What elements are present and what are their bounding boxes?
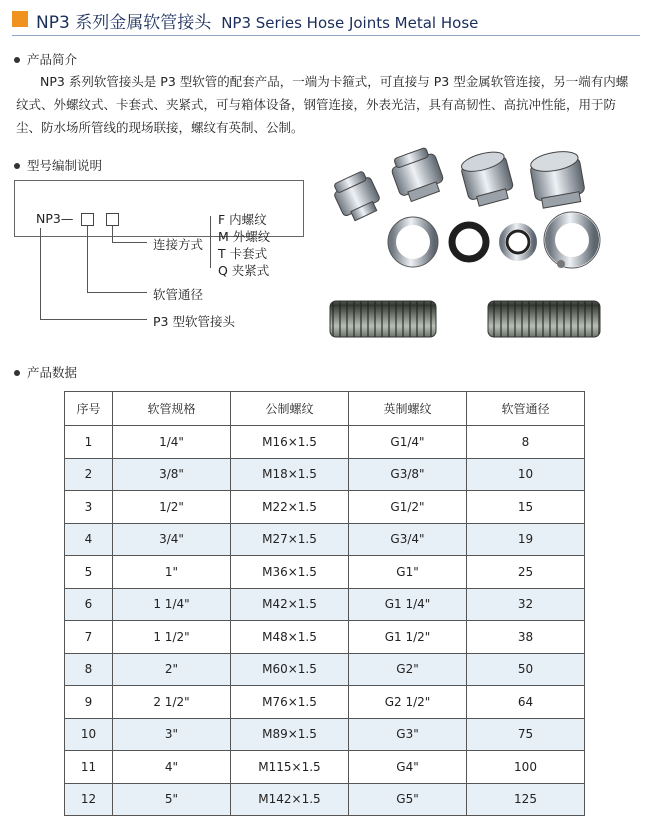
header-rule — [12, 35, 640, 36]
table-cell: M48×1.5 — [231, 621, 349, 654]
table-cell: 19 — [467, 523, 585, 556]
table-row — [65, 686, 585, 719]
table-cell: 2" — [113, 653, 231, 686]
connection-label: 连接方式 — [153, 237, 204, 252]
table-cell: G2 1/2" — [349, 686, 467, 719]
type-label: P3 型软管接头 — [153, 314, 235, 329]
table-body — [65, 426, 585, 816]
option-f: F 内螺纹 — [218, 212, 267, 227]
table-cell: G3/8" — [349, 458, 467, 491]
table-cell: G5" — [349, 783, 467, 816]
table-cell: 3" — [113, 718, 231, 751]
title-en: NP3 Series Hose Joints Metal Hose — [221, 14, 479, 32]
fitting-image — [388, 146, 447, 204]
table-row — [65, 523, 585, 556]
table-cell: G3/4" — [349, 523, 467, 556]
table-cell: 125 — [467, 783, 585, 816]
table-cell: 2 — [65, 458, 113, 491]
table-cell: 1 — [65, 426, 113, 459]
ring-image — [452, 225, 486, 259]
bullet-icon — [14, 163, 20, 169]
table-cell: G1/4" — [349, 426, 467, 459]
table-cell: G1" — [349, 556, 467, 589]
table-cell: 5 — [65, 556, 113, 589]
connector-line — [112, 226, 113, 242]
connector-line — [40, 319, 147, 320]
col-header-hose-bore: 软管通径 — [467, 392, 585, 426]
table-header-row — [65, 392, 585, 426]
page-title — [36, 8, 478, 33]
product-photos — [318, 146, 636, 346]
table-row — [65, 426, 585, 459]
table-cell: 3/4" — [113, 523, 231, 556]
bore-label: 软管通径 — [153, 287, 204, 302]
table-cell: M115×1.5 — [231, 751, 349, 784]
table-cell: G1/2" — [349, 491, 467, 524]
table-cell: M76×1.5 — [231, 686, 349, 719]
table-cell: 8 — [467, 426, 585, 459]
table-cell: 38 — [467, 621, 585, 654]
table-cell: M36×1.5 — [231, 556, 349, 589]
table-cell: 75 — [467, 718, 585, 751]
title-cn: NP3 系列金属软管接头 — [36, 13, 212, 33]
table-cell: 6 — [65, 588, 113, 621]
fitting-image — [528, 148, 586, 209]
table-cell: M22×1.5 — [231, 491, 349, 524]
table-row — [65, 458, 585, 491]
option-m: M 外螺纹 — [218, 229, 271, 244]
table-row — [65, 491, 585, 524]
table-cell: M42×1.5 — [231, 588, 349, 621]
table-cell: 64 — [467, 686, 585, 719]
model-heading — [14, 156, 102, 174]
intro-heading — [14, 50, 77, 68]
orange-square-icon — [12, 11, 28, 27]
connector-line — [87, 226, 88, 293]
table-cell: 3/8" — [113, 458, 231, 491]
table-cell: 3 — [65, 491, 113, 524]
table-cell: M18×1.5 — [231, 458, 349, 491]
table-row — [65, 653, 585, 686]
intro-heading-label: 产品简介 — [27, 52, 78, 67]
code-slot-bore — [81, 213, 94, 226]
table-cell: 11 — [65, 751, 113, 784]
table-cell: 1" — [113, 556, 231, 589]
col-header-metric-thread: 公制螺纹 — [231, 392, 349, 426]
table-cell: M60×1.5 — [231, 653, 349, 686]
ring-image — [544, 212, 600, 268]
connector-line — [112, 242, 147, 243]
table-cell: M89×1.5 — [231, 718, 349, 751]
hose-image — [330, 301, 436, 337]
code-slot-connection — [106, 213, 119, 226]
col-header-imperial-thread: 英制螺纹 — [349, 392, 467, 426]
connector-line — [40, 228, 41, 320]
table-row — [65, 588, 585, 621]
table-cell: 7 — [65, 621, 113, 654]
hose-image — [488, 301, 600, 337]
table-row — [65, 783, 585, 816]
option-t: T 卡套式 — [218, 246, 268, 261]
bullet-icon — [14, 57, 20, 63]
connector-line — [87, 292, 147, 293]
table-cell: 1/2" — [113, 491, 231, 524]
table-cell: G1 1/4" — [349, 588, 467, 621]
table-row — [65, 718, 585, 751]
table-cell: 1 1/2" — [113, 621, 231, 654]
table-cell: 12 — [65, 783, 113, 816]
col-header-index: 序号 — [65, 392, 113, 426]
table-cell: 5" — [113, 783, 231, 816]
col-header-hose-spec: 软管规格 — [113, 392, 231, 426]
model-heading-label: 型号编制说明 — [27, 158, 103, 173]
data-heading — [14, 363, 77, 381]
table-row — [65, 556, 585, 589]
table-cell: 50 — [467, 653, 585, 686]
option-q: Q 夹紧式 — [218, 263, 270, 278]
table-cell: 25 — [467, 556, 585, 589]
table-cell: 4 — [65, 523, 113, 556]
model-prefix: NP3— — [36, 211, 74, 226]
table-cell: G2" — [349, 653, 467, 686]
table-cell: 32 — [467, 588, 585, 621]
table-cell: G1 1/2" — [349, 621, 467, 654]
page-header — [12, 8, 640, 34]
data-heading-label: 产品数据 — [27, 365, 78, 380]
table-cell: 10 — [65, 718, 113, 751]
table-cell: 8 — [65, 653, 113, 686]
table-cell: 100 — [467, 751, 585, 784]
table-cell: G4" — [349, 751, 467, 784]
table-cell: M16×1.5 — [231, 426, 349, 459]
bullet-icon — [14, 370, 20, 376]
table-cell: 1/4" — [113, 426, 231, 459]
table-cell: M27×1.5 — [231, 523, 349, 556]
fitting-image — [459, 148, 516, 208]
fitting-image — [330, 169, 384, 224]
table-row — [65, 621, 585, 654]
table-cell: 9 — [65, 686, 113, 719]
table-cell: 4" — [113, 751, 231, 784]
bracket-line — [210, 216, 211, 268]
table-row — [65, 751, 585, 784]
product-data-table — [64, 391, 585, 816]
table-cell: 10 — [467, 458, 585, 491]
ring-image — [388, 217, 438, 267]
table-cell: 15 — [467, 491, 585, 524]
table-cell: M142×1.5 — [231, 783, 349, 816]
intro-text: NP3 系列软管接头是 P3 型软管的配套产品，一端为卡箍式，可直接与 P3 型金属软管连接，另一端有内螺纹式、外螺纹式、卡套式、夹紧式，可与箱体设备，钢管连接，外表光洁，具有高韧性、高抗冲性能，用于防尘、防水场所管线的现场联接，螺纹有英制、公制。 — [16, 74, 629, 135]
ring-image — [502, 226, 534, 258]
table-cell: 2 1/2" — [113, 686, 231, 719]
table-cell: 1 1/4" — [113, 588, 231, 621]
table-cell: G3" — [349, 718, 467, 751]
